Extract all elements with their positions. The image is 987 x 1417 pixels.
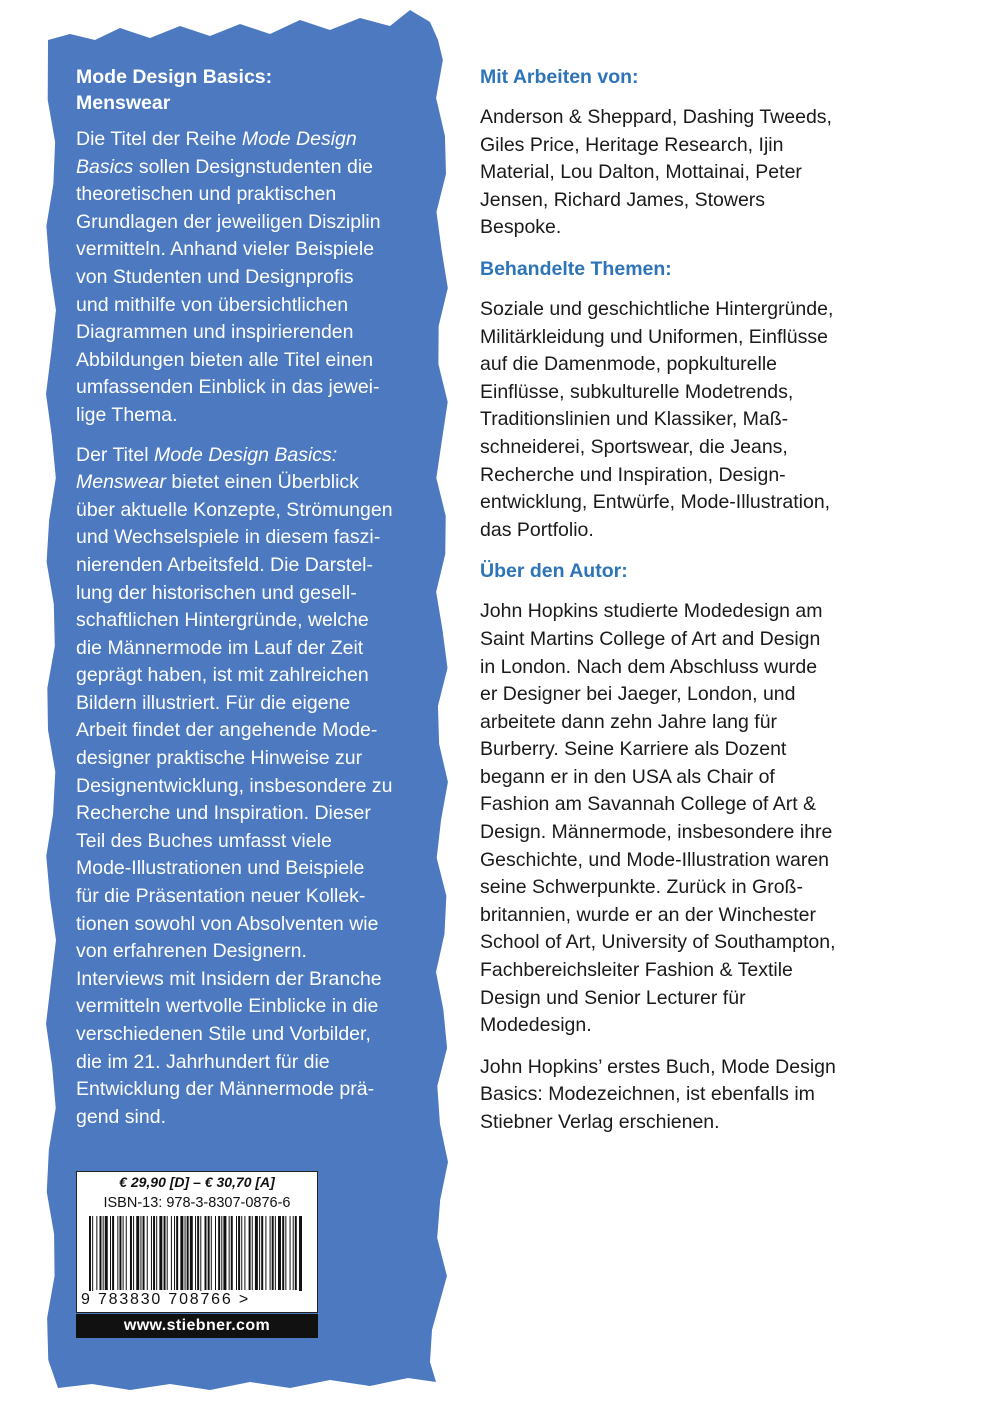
- barcode-bar: [174, 1216, 175, 1290]
- barcode-bar: [96, 1216, 97, 1290]
- barcode-bar: [275, 1216, 276, 1290]
- barcode-bar: [238, 1216, 240, 1290]
- barcode-bar: [105, 1216, 108, 1290]
- barcode-bar: [176, 1216, 178, 1290]
- barcode-bar: [299, 1216, 302, 1298]
- barcode-bar: [205, 1216, 207, 1290]
- barcode-bar: [112, 1216, 114, 1290]
- barcode-bar: [123, 1216, 124, 1290]
- barcode-bar: [244, 1216, 245, 1290]
- barcode-bar: [130, 1216, 132, 1290]
- barcode-bar: [241, 1216, 242, 1290]
- contributors-text: Anderson & Sheppard, Dashing Tweeds, Giles Price, Heritage Research, Ijin Material, Lou Dalton, Mottainai, Peter Jensen, Richard James, Stowers Bespoke.: [480, 106, 832, 239]
- barcode-bar: [187, 1216, 189, 1290]
- author-first-book-text: John Hopkins’ erstes Buch, Mode Design Basics: Modezeichnen, ist ebenfalls im Stiebner Verlag erschienen.: [480, 1055, 836, 1133]
- publisher-url[interactable]: www.stiebner.com: [76, 1314, 318, 1338]
- barcode-bar: [261, 1216, 263, 1290]
- book-description: [76, 64, 410, 1143]
- barcode-bar: [270, 1216, 271, 1290]
- author-bio-text: John Hopkins studierte Modedesign am Saint Martins College of Art and Design in London. Nach dem Abschluss wurde er Designer bei Jaeger, London, und arbeitete dann zehn Jahre lang für Burberry. Seine Karriere als Dozent begann er in den USA als Chair of Fashion am Savannah College of Art & Design. Männermode, insbesondere ihre Geschichte, und Mode-Illustration waren seine Schwerpunkte. Zurück in Groß- britannien, wurde er an der Winchester School of Art, University of Southampton, Fachbereichsleiter Fashion & Textile Design und Senior Lecturer für Modedesign.: [480, 600, 836, 1037]
- barcode-bar: [215, 1216, 216, 1290]
- barcode-bar: [151, 1216, 152, 1290]
- barcode-bar: [200, 1216, 201, 1298]
- barcode-bar: [208, 1216, 210, 1290]
- barcode-bar: [249, 1216, 251, 1290]
- barcode-bar: [136, 1216, 139, 1290]
- barcode-bar: [89, 1216, 91, 1298]
- barcode-bar: [171, 1216, 172, 1290]
- barcode-bar: [190, 1216, 193, 1290]
- barcode-bar: [119, 1216, 121, 1290]
- barcode-bar: [133, 1216, 134, 1290]
- barcode-bar: [159, 1216, 162, 1290]
- barcode-bar: [218, 1216, 220, 1290]
- barcode-bar: [211, 1216, 212, 1290]
- isbn-label: ISBN-13: 978-3-8307-0876-6: [103, 1195, 291, 1211]
- barcode-bar: [255, 1216, 258, 1290]
- barcode-bar: [221, 1216, 222, 1290]
- barcode-bar: [167, 1216, 168, 1290]
- section-heading-topics: Behandelte Themen:: [480, 257, 672, 280]
- barcode-bar: [147, 1216, 148, 1290]
- section-heading-author: Über den Autor:: [480, 560, 628, 583]
- barcode-bar: [164, 1216, 166, 1290]
- barcode-bar: [92, 1216, 93, 1298]
- section-heading-contributors: Mit Arbeiten von:: [480, 66, 639, 88]
- barcode-bar: [252, 1216, 253, 1290]
- barcode-bar: [103, 1216, 104, 1290]
- barcode-bar: [197, 1216, 199, 1290]
- barcode-bar: [293, 1216, 294, 1290]
- barcode-bar: [236, 1216, 237, 1290]
- barcode-bar: [110, 1216, 111, 1290]
- book-details: [480, 64, 900, 1151]
- series-description: Die Titel der Reihe Mode Design Basics sollen Designstudenten die theoretischen und praktischen Grundlagen der jeweiligen Disziplin vermitteln. Anhand vieler Beispiele von Studenten und Designprofis und mithilfe von übersichtlichen Diagrammen und inspirierenden Abbildungen bieten alle Titel einen umfassenden Einblick in das jewei- lige Thema.: [76, 128, 381, 426]
- topics-text: Soziale und geschichtliche Hintergründe, Militärkleidung und Uniformen, Einflüsse auf die Damenmode, popkulturelle Einflüsse, subkulturelle Modetrends, Traditionslinien und Klassiker, Maß- schneiderei, Sportswear, die Jeans, Recherche und Inspiration, Design- entwicklung, Entwürfe, Mode-Illustration, das Portfolio.: [480, 297, 834, 541]
- barcode-digits: 9 783830 708766 >: [81, 1291, 317, 1309]
- barcode-bar: [143, 1216, 145, 1290]
- barcode-bar: [272, 1216, 274, 1290]
- barcode-bar: [117, 1216, 118, 1290]
- barcode-bar: [195, 1216, 196, 1290]
- barcode-bar: [180, 1216, 183, 1290]
- barcode-bar: [285, 1216, 286, 1290]
- barcode-bar: [229, 1216, 230, 1290]
- barcode-bar: [278, 1216, 281, 1290]
- barcode-bar: [140, 1216, 141, 1290]
- barcode-bar: [295, 1216, 297, 1290]
- barcode-bar: [156, 1216, 157, 1290]
- barcode-bar: [100, 1216, 102, 1290]
- barcode-bar: [265, 1216, 266, 1290]
- book-description-text: Der Titel Mode Design Basics: Menswear bietet einen Überblick über aktuelle Konzepte, Strömungen und Wechselspiele in diesem faszi- nierenden Arbeitsfeld. Die Darstel- lung der historischen und gesell- schaftlichen Hintergründe, welche die Männermode im Lauf der Zeit geprägt haben, ist mit zahlreichen Bildern illustriert. Für die eigene Arbeit findet der angehende Mode- designer praktische Hinweise zur Designentwicklung, insbesondere zu Recherche und Inspiration. Dieser Teil des Buches umfasst viele Mode-Illustrationen und Beispiele für die Präsentation neuer Kollek- tionen sowohl von Absolventen wie von erfahrenen Designern. Interviews mit Insidern der Branche vermitteln wertvolle Einblicke in die verschiedenen Stile und Vorbilder, die im 21. Jahrhundert für die Entwicklung der Männermode prä- gend sind.: [76, 443, 393, 1128]
- barcode-bar: [126, 1216, 127, 1290]
- barcode-bar: [153, 1216, 155, 1290]
- barcode-bar: [231, 1216, 233, 1290]
- book-title: Mode Design Basics: Menswear: [76, 66, 273, 114]
- price-label: € 29,90 [D] – € 30,70 [A]: [119, 1174, 275, 1190]
- barcode-bar: [259, 1216, 260, 1290]
- barcode-bar: [223, 1216, 226, 1290]
- barcode-image: [87, 1216, 305, 1298]
- barcode-bar: [282, 1216, 284, 1290]
- price-isbn-box: [76, 1171, 318, 1313]
- barcode-bar: [185, 1216, 186, 1290]
- barcode-bar: [290, 1216, 291, 1290]
